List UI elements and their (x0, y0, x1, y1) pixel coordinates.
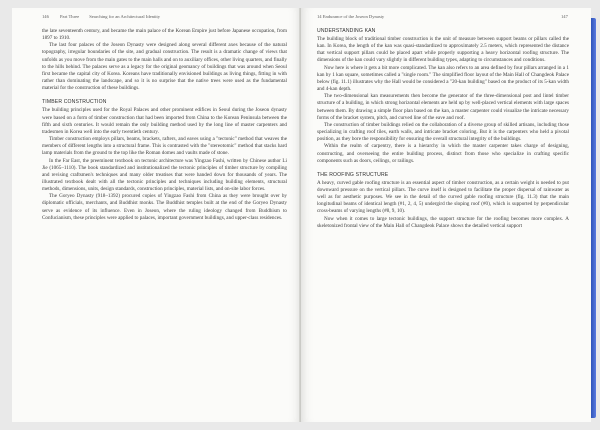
body-paragraph: The building principles used for the Royal Palaces and other prominent edifices in Seoul during the Joseon dynasty were based on a form of timber construction that had been imported from China to the Korean Peninsula between the fifth and sixth centuries. It would remain the only building method used by the long line of master carpenters and tradesmen in Korea well into the early twentieth century. (42, 107, 287, 135)
body-paragraph: The construction of timber buildings relied on the collaboration of a diverse group of skilled artisans, including those specializing in crafting roof tiles, earth walls, and intricate bracket coloring. But it is the carpenters who held a pivotal position, as they bore the responsibility for ensuring the overall structural integrity of the buildings. (317, 121, 569, 143)
left-page (12, 8, 301, 422)
body-paragraph: The building block of traditional timber construction is the unit of measure between support beams or pillars called the kan. In Korea, the length of the kan was quasi-standardized to approximately 2.5 meters, which represented the distance that vertical support pillars could be placed apart while properly supporting a heavy horizontal roofing structure. The dimensions of the kan could vary slightly in different building types, adapting to circumstances and conditions. (317, 36, 569, 64)
body-paragraph: Timber construction employs pillars, beams, brackets, rafters, and eaves using a "tectonic" method that weaves the members of different lengths into a structural frame. This is contrasted with the "stereotomic" method that stacks hard lamp materials from the ground to the top like the Roman domes and vaults made of stone. (42, 136, 287, 157)
body-paragraph: The Goryeo Dynasty (918–1392) procured copies of Yingzao Fashi from China as they were brought over by diplomatic officials, merchants, and Buddhist monks. The Buddhist temples built at the end of the Goryeo Dynasty serve as evidence of its influence. Even in Joseon, where the ruling ideology changed from Buddhism to Confucianism, these principles were applied to palaces, important government buildings, and upper-class residences. (42, 193, 287, 221)
right-chapter-label: 14 Endurance of the Joseon Dynasty (317, 14, 385, 19)
left-running-header (42, 14, 287, 28)
open-book (12, 8, 596, 422)
body-paragraph: The last four palaces of the Joseon Dynasty were designed along several different axes because of the natural topography, irregular boundaries of the site, and gradual construction. The result is a dramatic change of views that unfolds as you move from the main gates to the main halls and on to auxiliary offices, other living quarters, and finally to the hills behind. The palaces serve as a legacy for the original geomancy of buildings that was around when Seoul first became the capital city of Korea. Koreans have traditionally envisioned buildings as living things, fitting in with rather than dominating the landscape, and so it is no surprise that the native trees were used as the fundamental material for the construction of these buildings. (42, 42, 287, 92)
left-part-label: Part Three (60, 14, 80, 19)
right-page (301, 8, 591, 422)
left-running-title: Searching for an Architectural Identity (89, 14, 161, 19)
body-paragraph: The two-dimensional kan measurements then become the generator of the three-dimensional post and lintel timber structure of a building, in which strong horizontal elements are held up by well-placed vertical elements with large spaces between them. By drawing a simple floor plan based on the kan, a master carpenter could visualize the intricate necessary forms of the bracket system, pitch, and curved line of the eave and roof. (317, 93, 569, 121)
body-paragraph: the late seventeenth century, and became the main palace of the Korean Empire just before Japanese occupation, from 1897 to 1910. (42, 28, 287, 42)
right-running-header (317, 14, 569, 28)
right-body-text (317, 28, 569, 230)
body-paragraph: Within the realm of carpentry, there is a hierarchy in which the master carpenter takes charge of designing, constructing, and overseeing the entire building process, distinct from those who specialize in crafting specific components such as doors, ceilings, or railings. (317, 143, 569, 164)
left-body-text (42, 28, 287, 222)
section-heading: TIMBER CONSTRUCTION (42, 99, 107, 106)
body-paragraph: In the Far East, the preeminent textbook on tectonic architecture was Yingzao Fashi, written by Chinese author Li Jie (1065–1110). The book standardized and institutionalized the tectonic principles of timber structure by compiling and revising craftsmen's techniques and many older treatises that were handed down for thousands of years. The illustrated textbook dealt with all the tectonic principles and techniques including building elements, structural methods, dimensions, units, design standards, construction principles, material lists, and on-site labor forces. (42, 157, 287, 193)
body-paragraph: A heavy, curved gable roofing structure is an essential aspect of timber construction, as a certain weight is needed to put downward pressure on the vertical pillars. The curve itself is designed to facilitate the proper dispersal of rainwater as well as for aesthetic purposes. We see in the detail of the curved gable roofing structure (fig. 11.3) that the main longitudinal beams of identical length (#1, 2, 4, 5) undergird the sloping roof (#0), which is supported by perpendicular cross-beams of varying lengths (#8, 9, 10). (317, 179, 569, 215)
right-page-number: 147 (561, 14, 568, 19)
section-heading: THE ROOFING STRUCTURE (317, 171, 389, 178)
section-heading: UNDERSTANDING KAN (317, 28, 376, 34)
body-paragraph: Now when it comes to large tectonic buildings, the support structure for the roofing becomes more complex. A skeletonized frontal view of the Main Hall of Changdeok Palace shows the detailed vertical support (317, 215, 569, 229)
blue-page-edge (591, 18, 596, 418)
left-page-number: 146 (42, 14, 49, 19)
body-paragraph: Now here is where it gets a bit more complicated. The kan also refers to an area defined by four pillars arranged in a 1 kan by 1 kan square, sometimes called a "single room." The simplified floor layout of the Main Hall of Changdeok Palace below (fig. 11.1) illustrates why the Hall would be considered a "20-kan building" based on the product of its 5-kan width and 4-kan depth. (317, 64, 569, 93)
